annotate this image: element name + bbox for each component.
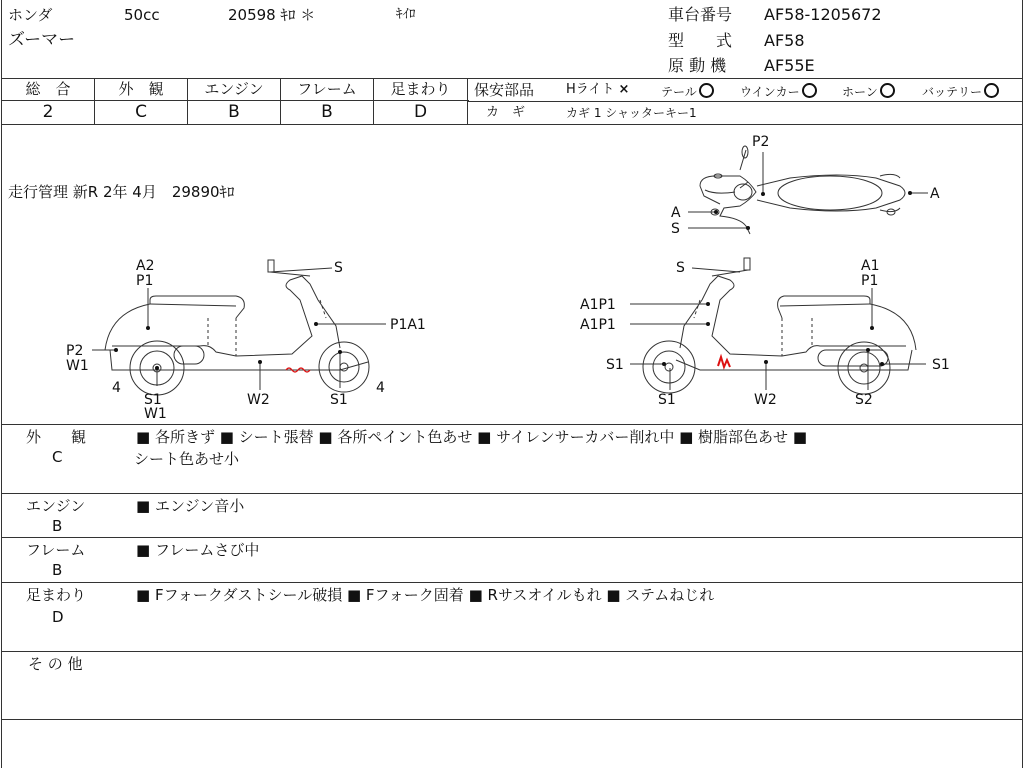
remark-text: ■ 各所きず ■ シート張替 ■ 各所ペイント色あせ ■ サイレンサーカバー削れ中 ■ 樹脂部色あせ ■ (136, 428, 807, 446)
label-p1a1: P1A1 (390, 317, 426, 333)
remark-category: そ の 他 (28, 655, 83, 673)
label-s1-right-bottom: S1 (658, 392, 676, 408)
label-s2: S2 (855, 392, 873, 408)
remark-category: 足まわり (26, 586, 87, 604)
type-label: 型 式 (668, 31, 733, 50)
remark-grade: C (52, 448, 63, 466)
label-p2-top: P2 (752, 134, 770, 150)
ok-circle-icon (802, 83, 817, 98)
remark-line (1, 651, 1022, 652)
label-s-right: S (676, 260, 685, 276)
frame-no-label: 車台番号 (668, 5, 733, 24)
remark-line (1, 719, 1022, 720)
grade-frame: B (321, 102, 333, 122)
remark-line (1, 582, 1022, 583)
grade-header-exterior: 外 観 (118, 80, 164, 98)
scratch-mark-icon (718, 357, 730, 367)
remark-grade: B (52, 561, 63, 579)
label-s1b-left: S1 (330, 392, 348, 408)
frame-no: AF58-1205672 (764, 5, 882, 24)
label-a-top-left: A (671, 205, 681, 221)
grade-overall: 2 (42, 102, 54, 122)
safety-item-winker (740, 83, 817, 100)
maker: ホンダ (8, 6, 53, 24)
grade-top-line (1, 78, 1022, 79)
ok-circle-icon (880, 83, 895, 98)
safety-item-horn (842, 83, 895, 100)
safety-item-name: テール (661, 85, 697, 99)
safety-item-headlight (566, 82, 629, 98)
safety-mid-line (467, 101, 1022, 102)
leader-lines (92, 152, 928, 390)
management-note: 走行管理 新R 2年 4月 29890ｷﾛ (8, 183, 235, 201)
label-4a: 4 (112, 380, 121, 396)
safety-label: 保安部品 (474, 81, 535, 99)
label-s-left: S (334, 260, 343, 276)
remark-line (1, 537, 1022, 538)
label-s1-left: S1 (144, 392, 162, 408)
label-w1: W1 (66, 358, 89, 374)
label-w2-left: W2 (247, 392, 270, 408)
grade-header-engine: エンジン (204, 80, 264, 98)
diagram-bottom-line (1, 424, 1022, 425)
safety-item-name: Hライト (566, 82, 615, 97)
safety-item-tail (661, 83, 714, 100)
grade-header-overall: 総 合 (25, 80, 71, 98)
remark-grade: D (52, 608, 64, 626)
ok-circle-icon (984, 83, 999, 98)
label-a1p1-lower: A1P1 (580, 317, 616, 333)
key-value: カギ 1 シャッターキー1 (566, 106, 697, 120)
label-w1b: W1 (144, 406, 167, 422)
type-value: AF58 (764, 31, 805, 50)
grade-header-suspension: 足まわり (390, 80, 451, 98)
remark-category: エンジン (26, 497, 86, 515)
top-view (700, 146, 905, 234)
grade-divider (467, 78, 468, 124)
remark-grade: B (52, 517, 63, 535)
remark-category: フレーム (26, 541, 86, 559)
ok-circle-icon (699, 83, 714, 98)
label-a-top-right: A (930, 186, 940, 202)
remark-text-cont: シート色あせ小 (134, 450, 240, 468)
remark-category: 外 観 (26, 428, 87, 446)
remark-line (1, 493, 1022, 494)
grade-mid-line (1, 100, 469, 101)
label-a1p1-upper: A1P1 (580, 297, 616, 313)
label-a1-right: A1 (861, 258, 880, 274)
grade-suspension: D (413, 102, 428, 122)
remark-text: ■ フレームさび中 (136, 541, 260, 559)
grade-exterior: C (135, 102, 147, 122)
remark-text: ■ Fフォークダストシール破損 ■ Fフォーク固着 ■ Rサスオイルもれ ■ ステムねじれ (136, 586, 715, 604)
mileage: 20598 ｷﾛ ＊ (228, 6, 316, 24)
key-label: カ ギ (486, 105, 526, 120)
grade-engine: B (228, 102, 240, 122)
mileage-unit: ｷｲﾛ (396, 7, 416, 22)
model-name: ズーマー (8, 30, 76, 50)
label-s1-right-rear: S1 (932, 357, 950, 373)
safety-item-name: ホーン (842, 85, 878, 99)
safety-item-name: ウインカー (740, 85, 800, 99)
remark-text: ■ エンジン音小 (136, 497, 245, 515)
displacement: 50cc (124, 6, 160, 24)
damage-dots (114, 191, 912, 370)
safety-item-name: バッテリー (922, 85, 983, 99)
safety-item-battery (922, 83, 999, 100)
scooter-diagram (0, 125, 1024, 424)
safety-mark: × (618, 82, 630, 97)
label-4b: 4 (376, 380, 385, 396)
grade-header-frame: フレーム (297, 80, 357, 98)
label-p1-right: P1 (861, 273, 879, 289)
label-a2: A2 (136, 258, 155, 274)
label-p1-left: P1 (136, 273, 154, 289)
label-p2-left: P2 (66, 343, 84, 359)
label-s1-right-front: S1 (606, 357, 624, 373)
engine-label: 原 動 機 (668, 56, 727, 75)
label-w2-right: W2 (754, 392, 777, 408)
label-s-top: S (671, 221, 680, 237)
engine-value: AF55E (764, 56, 815, 75)
